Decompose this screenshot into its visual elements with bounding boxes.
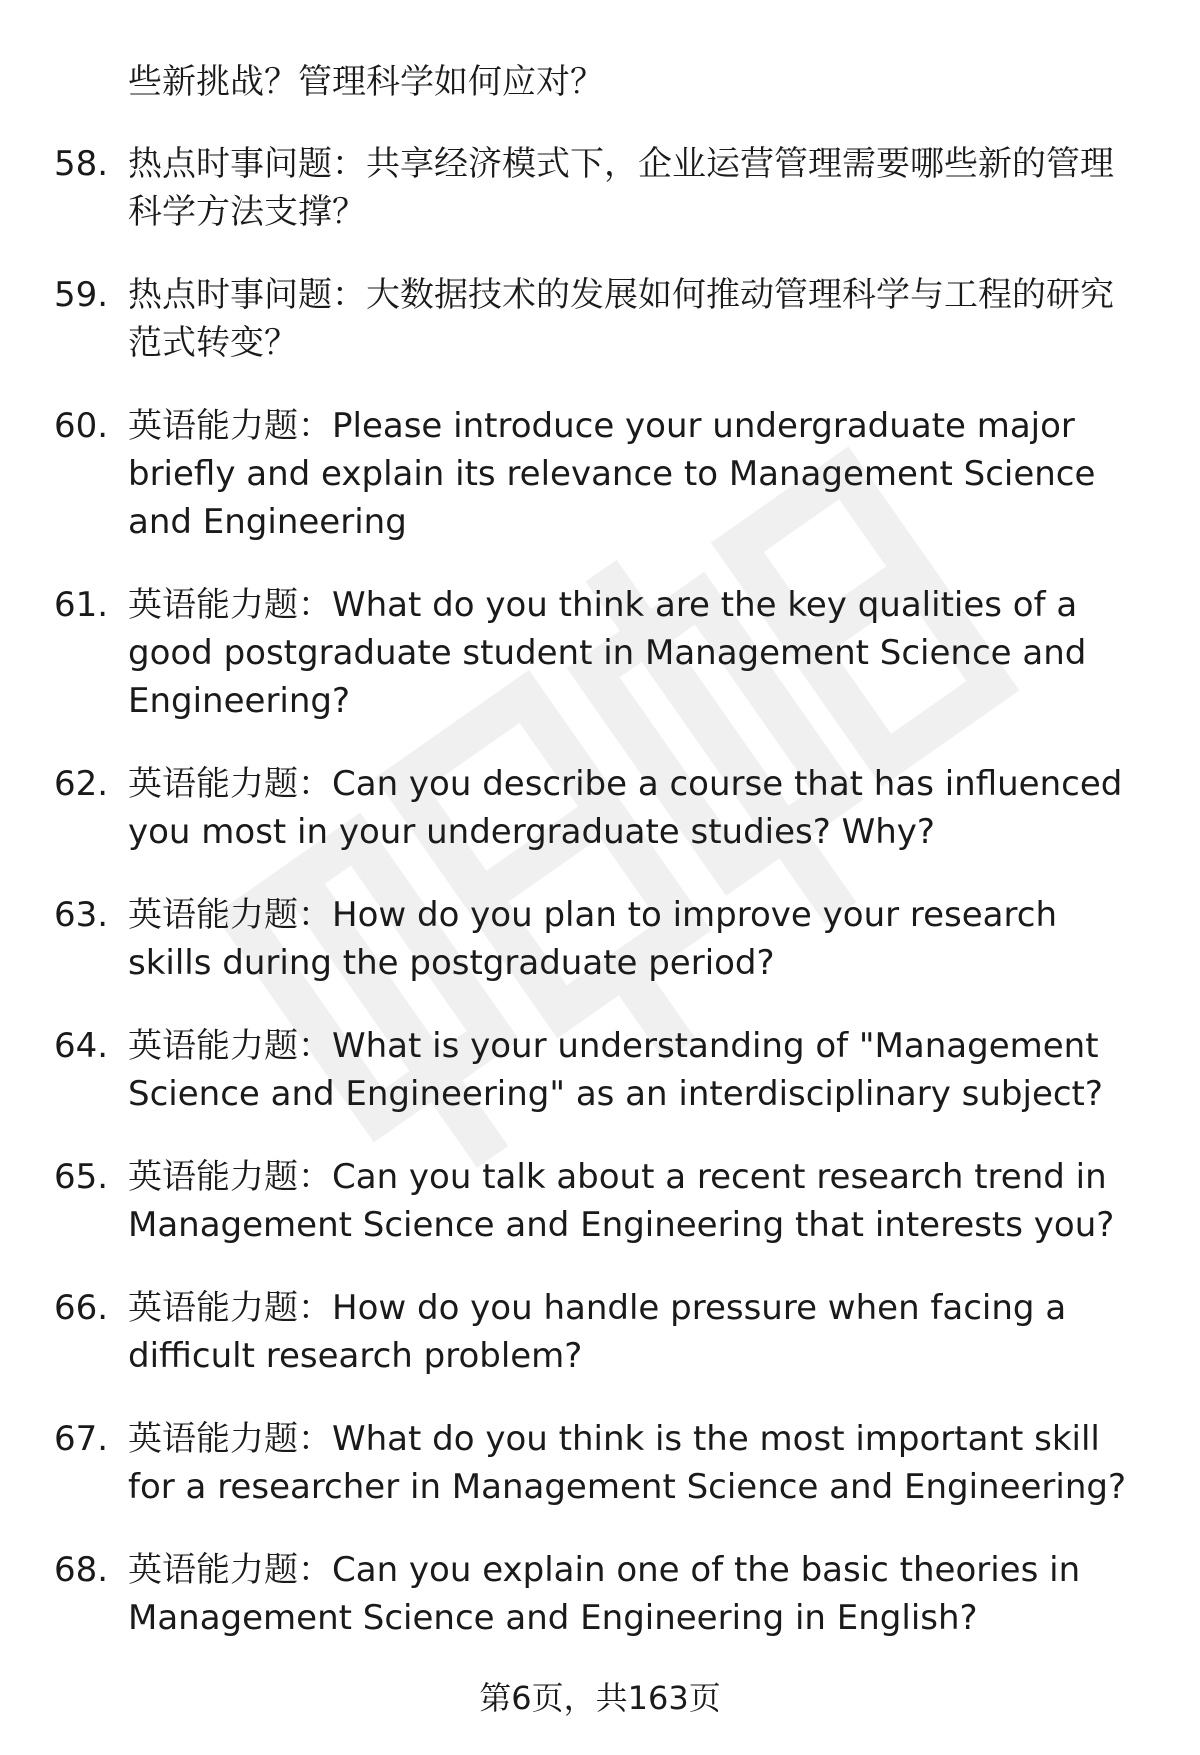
question-number: 66.	[54, 1288, 109, 1328]
question-number: 65.	[54, 1157, 109, 1197]
question-text	[128, 1022, 1144, 1118]
question-category: 英语能力题：	[128, 1419, 332, 1459]
question-text	[128, 1153, 1144, 1249]
question-number: 62.	[54, 764, 109, 804]
question-category: 英语能力题：	[128, 1157, 332, 1197]
question-body: What do you think are the key qualities of a good postgraduate student in Management Science and Engineering?	[128, 585, 1087, 721]
question-body: Can you describe a course that has influenced you most in your undergraduate studies? Why?	[128, 764, 1123, 852]
question-number: 63.	[54, 895, 109, 935]
continuation-text: 些新挑战？管理科学如何应对？	[128, 62, 604, 102]
question-item	[54, 760, 1144, 856]
question-category: 英语能力题：	[128, 1288, 332, 1328]
question-item	[54, 1022, 1144, 1118]
question-text	[128, 581, 1144, 725]
question-text	[128, 760, 1144, 856]
question-body: How do you plan to improve your research skills during the postgraduate period?	[128, 895, 1057, 983]
question-text	[128, 271, 1144, 367]
question-number: 58.	[54, 144, 109, 184]
question-item	[54, 1546, 1144, 1642]
question-category: 英语能力题：	[128, 585, 332, 625]
question-number: 61.	[54, 585, 109, 625]
question-category: 英语能力题：	[128, 406, 332, 446]
question-category: 英语能力题：	[128, 1026, 332, 1066]
question-number: 59.	[54, 275, 109, 315]
question-body: 共享经济模式下，企业运营管理需要哪些新的管理科学方法支撑？	[128, 144, 1114, 232]
question-number: 68.	[54, 1550, 109, 1590]
question-body: How do you handle pressure when facing a difficult research problem?	[128, 1288, 1067, 1376]
question-item	[54, 1284, 1144, 1380]
question-item	[54, 581, 1144, 725]
question-item	[54, 1415, 1144, 1511]
question-number: 64.	[54, 1026, 109, 1066]
question-text	[128, 1546, 1144, 1642]
question-body: Please introduce your undergraduate major briefly and explain its relevance to Management Science and Engineering	[128, 406, 1096, 542]
question-text	[128, 1415, 1144, 1511]
question-category: 热点时事问题：	[128, 144, 366, 184]
question-text	[128, 140, 1144, 236]
page-footer: 第6页，共163页	[479, 1679, 721, 1717]
question-category: 英语能力题：	[128, 895, 332, 935]
question-category: 热点时事问题：	[128, 275, 366, 315]
question-body: Can you explain one of the basic theories in Management Science and Engineering in English?	[128, 1550, 1081, 1638]
question-text	[128, 891, 1144, 987]
question-text	[128, 1284, 1144, 1380]
question-category: 英语能力题：	[128, 764, 332, 804]
question-body: What is your understanding of "Management Science and Engineering" as an interdisciplinary subject?	[128, 1026, 1103, 1114]
question-item	[54, 1153, 1144, 1249]
question-number: 60.	[54, 406, 109, 446]
question-list	[54, 58, 1144, 1677]
question-body: What do you think is the most important skill for a researcher in Management Science and Engineering?	[128, 1419, 1127, 1507]
question-item	[54, 271, 1144, 367]
question-item	[54, 891, 1144, 987]
question-item	[54, 402, 1144, 546]
question-number: 67.	[54, 1419, 109, 1459]
question-text	[128, 402, 1144, 546]
question-body: 大数据技术的发展如何推动管理科学与工程的研究范式转变？	[128, 275, 1114, 363]
question-body: Can you talk about a recent research trend in Management Science and Engineering that interests you?	[128, 1157, 1115, 1245]
question-category: 英语能力题：	[128, 1550, 332, 1590]
question-item	[54, 140, 1144, 236]
